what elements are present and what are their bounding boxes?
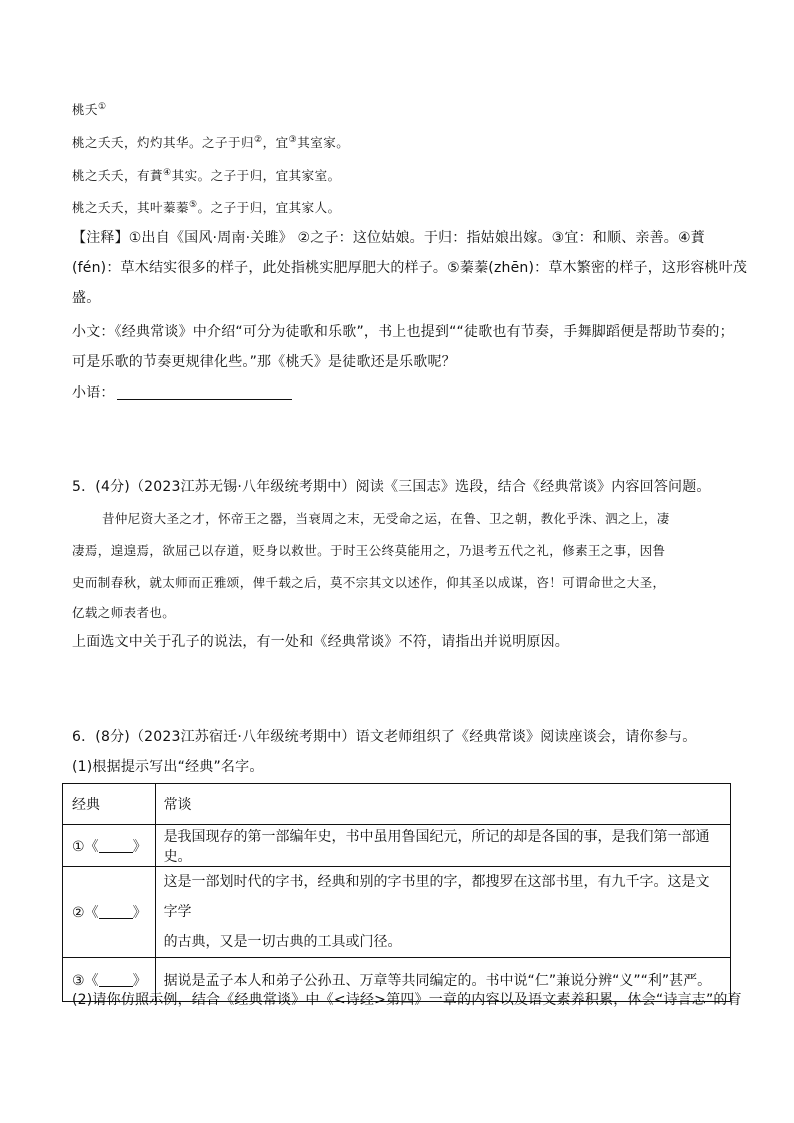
poem-line-1: 桃之夭夭，灼灼其华。之子于归②，宜③其室家。: [72, 134, 350, 150]
classic-blank-cell: ②《 》: [63, 867, 156, 958]
q6-sub-2: (2)请你仿照示例，结合《经典常谈》中《<诗经>第四》一章的内容以及语文素养积累，体会“诗言志”的育: [72, 992, 742, 1008]
classic-blank-cell: ③《 》: [63, 958, 156, 1002]
q5-question: 上面选文中关于孔子的说法，有一处和《经典常谈》不符，请指出并说明原因。: [72, 634, 569, 650]
poem-title: 桃夭①: [72, 101, 107, 117]
xiaowen-line-2: 可是乐歌的节奏更规律化些。”那《桃夭》是徒歌还是乐歌呢？: [72, 354, 456, 370]
q6-sub-1: (1)根据提示写出“经典”名字。: [72, 759, 264, 775]
classic-blank-cell: ①《 》: [63, 825, 156, 867]
q6-header: 6．(8分)（2023江苏宿迁·八年级统考期中）语文老师组织了《经典常谈》阅读座谈会，请你参与。: [72, 729, 697, 745]
q5-passage-line-3: 史而制春秋，就太师而正雅颂，俾千载之后，莫不宗其文以述作，仰其圣以成谋，咨！可谓命世之大圣，: [72, 575, 666, 590]
classic-description: 这是一部划时代的字书，经典和别的字书里的字，都搜罗在这部书里，有九千字。这是文字学 的古典，又是一切古典的工具或门径。: [155, 867, 730, 958]
classic-description: 是我国现存的第一部编年史，书中虽用鲁国纪元，所记的却是各国的事，是我们第一部通史。: [155, 825, 730, 867]
q5-passage-line-4: 亿载之师表者也。: [72, 605, 176, 620]
table-row: [63, 867, 731, 958]
classic-description: 据说是孟子本人和弟子公孙丑、万章等共同编定的。书中说“仁”兼说分辨“义”“利”甚严。: [155, 958, 730, 1002]
answer-blank[interactable]: [117, 385, 292, 400]
table-header-talk: 常谈: [155, 784, 730, 825]
classic-name-blank[interactable]: [99, 839, 133, 853]
notes-line-3: 盛。: [72, 290, 101, 306]
q5-passage-line-1: 昔仲尼资大圣之才，怀帝王之器，当衰周之末，无受命之运，在鲁、卫之朝，教化乎洙、泗之上，凄: [102, 511, 670, 526]
classic-name-blank[interactable]: [99, 905, 133, 919]
q5-passage-line-2: 凄焉，遑遑焉，欲屈己以存道，贬身以救世。于时王公终莫能用之，乃退考五代之礼，修素王之事，因鲁: [72, 543, 666, 558]
poem-line-2: 桃之夭夭，有蕡④其实。之子于归，宜其家室。: [72, 167, 341, 183]
notes-line-1: 【注释】①出自《国风·周南·关雎》 ②之子：这位姑娘。于归：指姑娘出嫁。③宜：和顺、亲善。④蕡: [72, 230, 705, 246]
classic-name-blank[interactable]: [99, 973, 133, 987]
q5-header: 5．(4分)（2023江苏无锡·八年级统考期中）阅读《三国志》选段，结合《经典常谈》内容回答问题。: [72, 479, 711, 495]
table-header-classic: 经典: [63, 784, 156, 825]
xiaoyu-answer: 小语：: [72, 383, 292, 403]
footnote-marker: ①: [98, 101, 107, 112]
notes-line-2: (fén)：草木结实很多的样子，此处指桃实肥厚肥大的样子。⑤蓁蓁(zhēn)：草木繁密的样子，这形容桃叶茂: [72, 260, 748, 276]
poem-line-3: 桃之夭夭，其叶蓁蓁⑤。之子于归，宜其家人。: [72, 199, 341, 215]
table-row: [63, 825, 731, 867]
xiaowen-line-1: 小文：《经典常谈》中介绍“可分为徒歌和乐歌”，书上也提到““徒歌也有节奏，手舞脚蹈便是帮助节奏的；: [72, 324, 734, 340]
table-header-row: [63, 784, 731, 825]
classics-table: [62, 783, 731, 1002]
